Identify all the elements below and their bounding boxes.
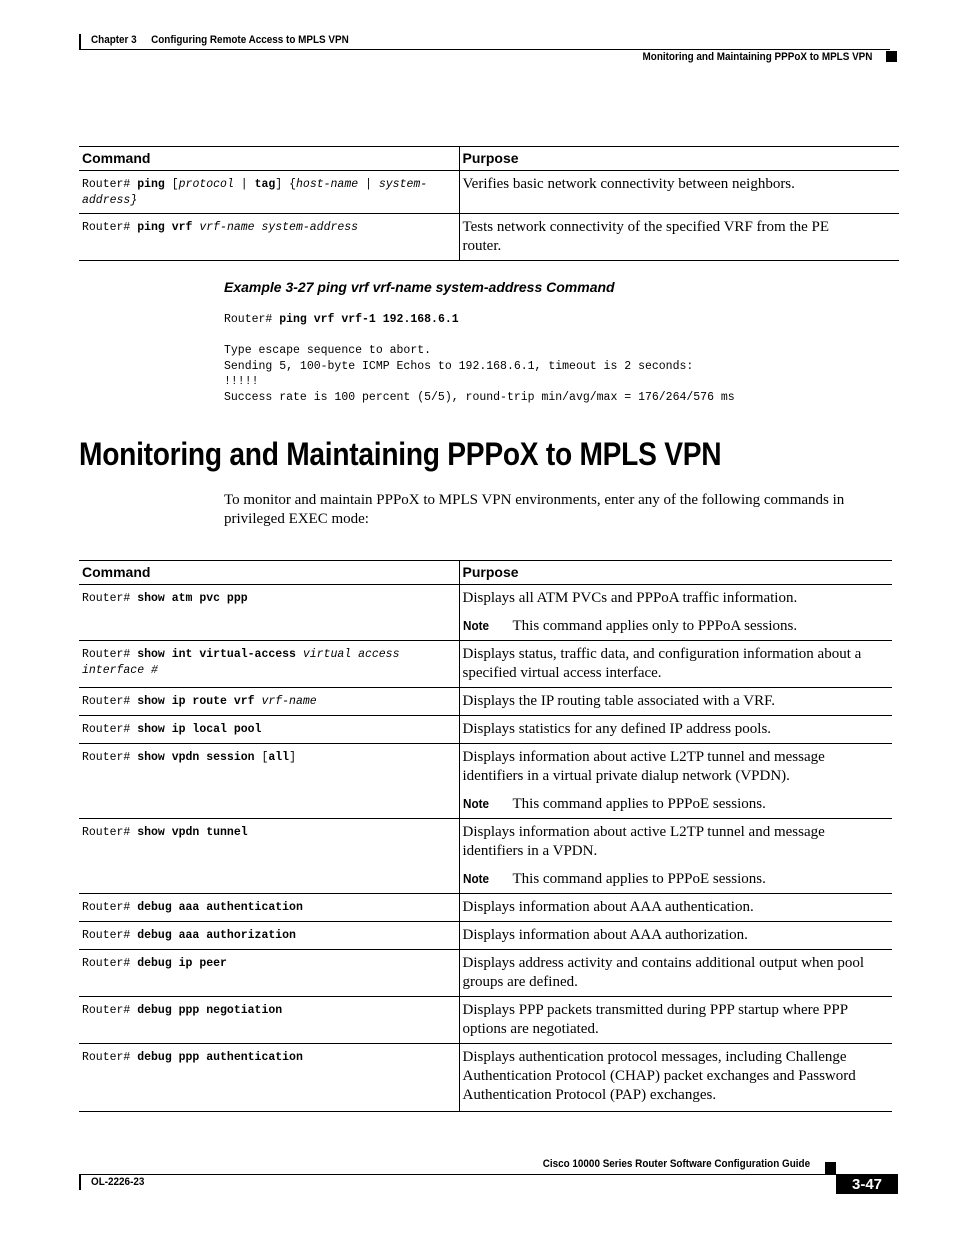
table-row bbox=[79, 214, 899, 261]
example-output: Type escape sequence to abort. Sending 5, 100-byte ICMP Echos to 192.168.6.1, timeout is 2 seconds: !!!!! Success rate is 100 percent (5/5), round-trip min/avg/max = 176/264/576 ms bbox=[224, 344, 735, 404]
table-row bbox=[79, 922, 892, 950]
purpose-cell: Displays PPP packets transmitted during PPP startup where PPP options are negotiated. bbox=[459, 997, 892, 1044]
command-cell: Router# show vpdn tunnel bbox=[79, 819, 459, 894]
section-heading: Monitoring and Maintaining PPPoX to MPLS VPN bbox=[79, 436, 722, 472]
purpose-cell: Displays information about active L2TP tunnel and message identifiers in a virtual private dialup network (VPDN). Note This command applies to PPPoE sessions. bbox=[459, 744, 892, 819]
command-cell: Router# debug ip peer bbox=[79, 950, 459, 997]
note: Note This command applies to PPPoE sessions. bbox=[462, 796, 766, 812]
purpose-cell: Displays authentication protocol messages, including Challenge Authentication Protocol (CHAP) packet exchanges and Password Authentication Protocol (PAP) exchanges. bbox=[459, 1044, 892, 1112]
purpose-cell: Verifies basic network connectivity between neighbors. bbox=[459, 171, 899, 214]
column-header-purpose: Purpose bbox=[459, 147, 899, 171]
header-marker bbox=[886, 51, 897, 62]
footer-marker bbox=[825, 1162, 836, 1174]
footer-doc-number: OL-2226-23 bbox=[91, 1176, 145, 1188]
table-row bbox=[79, 819, 892, 894]
table-header-row bbox=[79, 147, 899, 171]
command-cell: Router# debug aaa authorization bbox=[79, 922, 459, 950]
column-header-command: Command bbox=[79, 561, 459, 585]
table-row bbox=[79, 641, 892, 688]
footer-rule bbox=[79, 1174, 81, 1190]
table-row bbox=[79, 688, 892, 716]
column-header-purpose: Purpose bbox=[459, 561, 892, 585]
command-cell: Router# debug aaa authentication bbox=[79, 894, 459, 922]
table-row bbox=[79, 894, 892, 922]
running-header-chapter: Chapter 3 Configuring Remote Access to MPLS VPN bbox=[91, 34, 349, 46]
header-line bbox=[79, 49, 890, 50]
table-row bbox=[79, 585, 892, 641]
purpose-cell: Displays information about active L2TP tunnel and message identifiers in a VPDN. Note This command applies to PPPoE sessions. bbox=[459, 819, 892, 894]
command-cell: Router# show ip local pool bbox=[79, 716, 459, 744]
purpose-cell: Displays information about AAA authentication. bbox=[459, 894, 892, 922]
table-row bbox=[79, 744, 892, 819]
command-cell: Router# ping vrf vrf-name system-address bbox=[79, 214, 459, 261]
table-header-row bbox=[79, 561, 892, 585]
purpose-cell: Displays status, traffic data, and configuration information about a specified virtual access interface. bbox=[459, 641, 892, 688]
page-number: 3-47 bbox=[836, 1174, 898, 1194]
command-cell: Router# show atm pvc ppp bbox=[79, 585, 459, 641]
note: Note This command applies to PPPoE sessions. bbox=[462, 871, 766, 887]
table-row bbox=[79, 997, 892, 1044]
command-cell: Router# debug ppp authentication bbox=[79, 1044, 459, 1112]
footer-line bbox=[79, 1174, 836, 1175]
ping-command-table bbox=[79, 146, 899, 261]
purpose-cell: Tests network connectivity of the specified VRF from the PE router. bbox=[459, 214, 899, 261]
command-cell: Router# ping [protocol | tag] {host-name | system-address} bbox=[79, 171, 459, 214]
section-intro: To monitor and maintain PPPoX to MPLS VPN environments, enter any of the following commands in privileged EXEC mode: bbox=[224, 492, 845, 527]
footer-guide-title: Cisco 10000 Series Router Software Configuration Guide bbox=[542, 1158, 810, 1170]
command-cell: Router# show int virtual-access virtual access interface # bbox=[79, 641, 459, 688]
table-row bbox=[79, 1044, 892, 1112]
purpose-cell: Displays address activity and contains additional output when pool groups are defined. bbox=[459, 950, 892, 997]
command-cell: Router# show ip route vrf vrf-name bbox=[79, 688, 459, 716]
command-cell: Router# debug ppp negotiation bbox=[79, 997, 459, 1044]
monitoring-command-table bbox=[79, 560, 892, 1112]
example-caption: Example 3-27 ping vrf vrf-name system-address Command bbox=[224, 279, 615, 295]
example-code-block: Router# ping vrf vrf-1 192.168.6.1 Type escape sequence to abort. Sending 5, 100-byte ICMP Echos to 192.168.6.1, timeout is 2 seconds: !!!!! Success rate is 100 percent (5/5), round-trip min/avg/max = 176/264/576 ms bbox=[224, 313, 735, 404]
header-rule bbox=[79, 34, 81, 50]
purpose-cell: Displays statistics for any defined IP address pools. bbox=[459, 716, 892, 744]
column-header-command: Command bbox=[79, 147, 459, 171]
running-header-section: Monitoring and Maintaining PPPoX to MPLS VPN bbox=[642, 51, 872, 63]
command-cell: Router# show vpdn session [all] bbox=[79, 744, 459, 819]
example-command: ping vrf vrf-1 192.168.6.1 bbox=[279, 313, 459, 326]
note: Note This command applies only to PPPoA sessions. bbox=[462, 618, 798, 634]
table-row bbox=[79, 716, 892, 744]
purpose-cell: Displays information about AAA authorization. bbox=[459, 922, 892, 950]
purpose-cell: Displays all ATM PVCs and PPPoA traffic information. Note This command applies only to PPPoA sessions. bbox=[459, 585, 892, 641]
table-row bbox=[79, 171, 899, 214]
purpose-cell: Displays the IP routing table associated with a VRF. bbox=[459, 688, 892, 716]
table-row bbox=[79, 950, 892, 997]
